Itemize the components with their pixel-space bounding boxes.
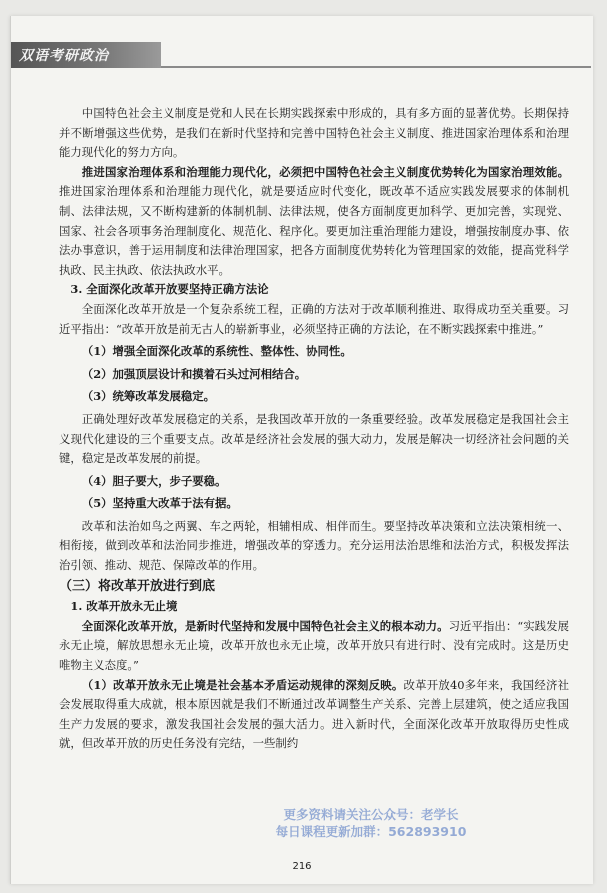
- subheading-1: 1. 改革开放永无止境: [70, 599, 178, 614]
- list-item-4: （4）胆子要大，步子要稳。: [81, 473, 227, 488]
- list-item-1: （1）增强全面深化改革的系统性、整体性、协同性。: [81, 344, 352, 359]
- book-page: [10, 16, 593, 884]
- paragraph-7-body: 改革开放40多年来，我国经济社会发展取得重大成就，根本原因就是我们不断通过改革调整生产关系、完善上层建筑，使之适应我国生产力发展的要求，激发我国社会发展的强大活力。进入新时代，全面深化改革开放取得历史性成就，但改革开放的历史任务没有完结，一些制约: [59, 677, 569, 751]
- paragraph-7: [59, 676, 569, 754]
- paragraph-3: 全面深化改革开放是一个复杂系统工程，正确的方法对于改革顺利推进、取得成功至关重要。习近平指出：“改革开放是前无古人的崭新事业，必须坚持正确的方法论，在不断实践探索中推进。”: [59, 301, 569, 336]
- paragraph-6: [59, 617, 569, 676]
- paragraph-6-body: 习近平指出：“实践发展永无止境，解放思想永无止境，改革开放也永无止境，改革开放只有进行时、没有完成时。这是历史唯物主义态度。”: [59, 618, 569, 673]
- header-rule: [161, 66, 591, 68]
- paragraph-2-lead: 推进国家治理体系和治理能力现代化，必须把中国特色社会主义制度优势转化为国家治理效能。: [81, 164, 569, 179]
- section-heading: （三）将改革开放进行到底: [59, 578, 216, 594]
- page-number: 216: [292, 861, 312, 872]
- page-content: [59, 104, 569, 754]
- subheading-3: 3. 全面深化改革开放要坚持正确方法论: [70, 282, 269, 297]
- list-item-5: （5）坚持重大改革于法有据。: [81, 496, 238, 511]
- watermark-line-1: 更多资料请关注公众号：老学长: [283, 807, 459, 822]
- paragraph-2: [59, 163, 569, 281]
- watermark-line-2: 每日课程更新加群：562893910: [275, 824, 467, 839]
- paragraph-4: 正确处理好改革发展稳定的关系，是我国改革开放的一条重要经验。改革发展稳定是我国社会主义现代化建设的三个重要支点。改革是经济社会发展的强大动力，发展是解决一切经济社会问题的关键，稳定是改革发展的前提。: [59, 411, 569, 466]
- watermark: [271, 806, 471, 846]
- paragraph-1: 中国特色社会主义制度是党和人民在长期实践探索中形成的，具有多方面的显著优势。长期保持并不断增强这些优势，是我们在新时代坚持和完善中国特色社会主义制度、推进国家治理体系和治理能力现代化的努力方向。: [59, 106, 569, 160]
- paragraph-5: 改革和法治如鸟之两翼、车之两轮，相辅相成、相伴而生。要坚持改革决策和立法决策相统一、相衔接，做到改革和法治同步推进，增强改革的穿透力。充分运用法治思维和法治方式，积极发挥法治引领、推动、规范、保障改革的作用。: [59, 518, 569, 573]
- paragraph-6-lead: 全面深化改革开放，是新时代坚持和发展中国特色社会主义的根本动力。: [81, 618, 449, 633]
- paragraph-2-body: 推进国家治理体系和治理能力现代化，就是要适应时代变化，既改革不适应实践发展要求的体制机制、法律法规，又不断构建新的体制机制、法律法规，使各方面制度更加科学、更加完善，实现党、国家、社会各项事务治理制度化、规范化、程序化。要更加注重治理能力建设，增强按制度办事、依法办事意识，善于运用制度和法律治理国家，把各方面制度优势转化为管理国家的效能，提高党科学执政、民主执政、依法执政水平。: [59, 184, 569, 277]
- header-band: [11, 42, 161, 68]
- list-item-3: （3）统筹改革发展稳定。: [81, 389, 216, 404]
- list-item-2: （2）加强顶层设计和摸着石头过河相结合。: [81, 366, 307, 381]
- paragraph-7-lead: （1）改革开放永无止境是社会基本矛盾运动规律的深刻反映。: [81, 677, 404, 692]
- header-title: 双语考研政治: [19, 48, 109, 64]
